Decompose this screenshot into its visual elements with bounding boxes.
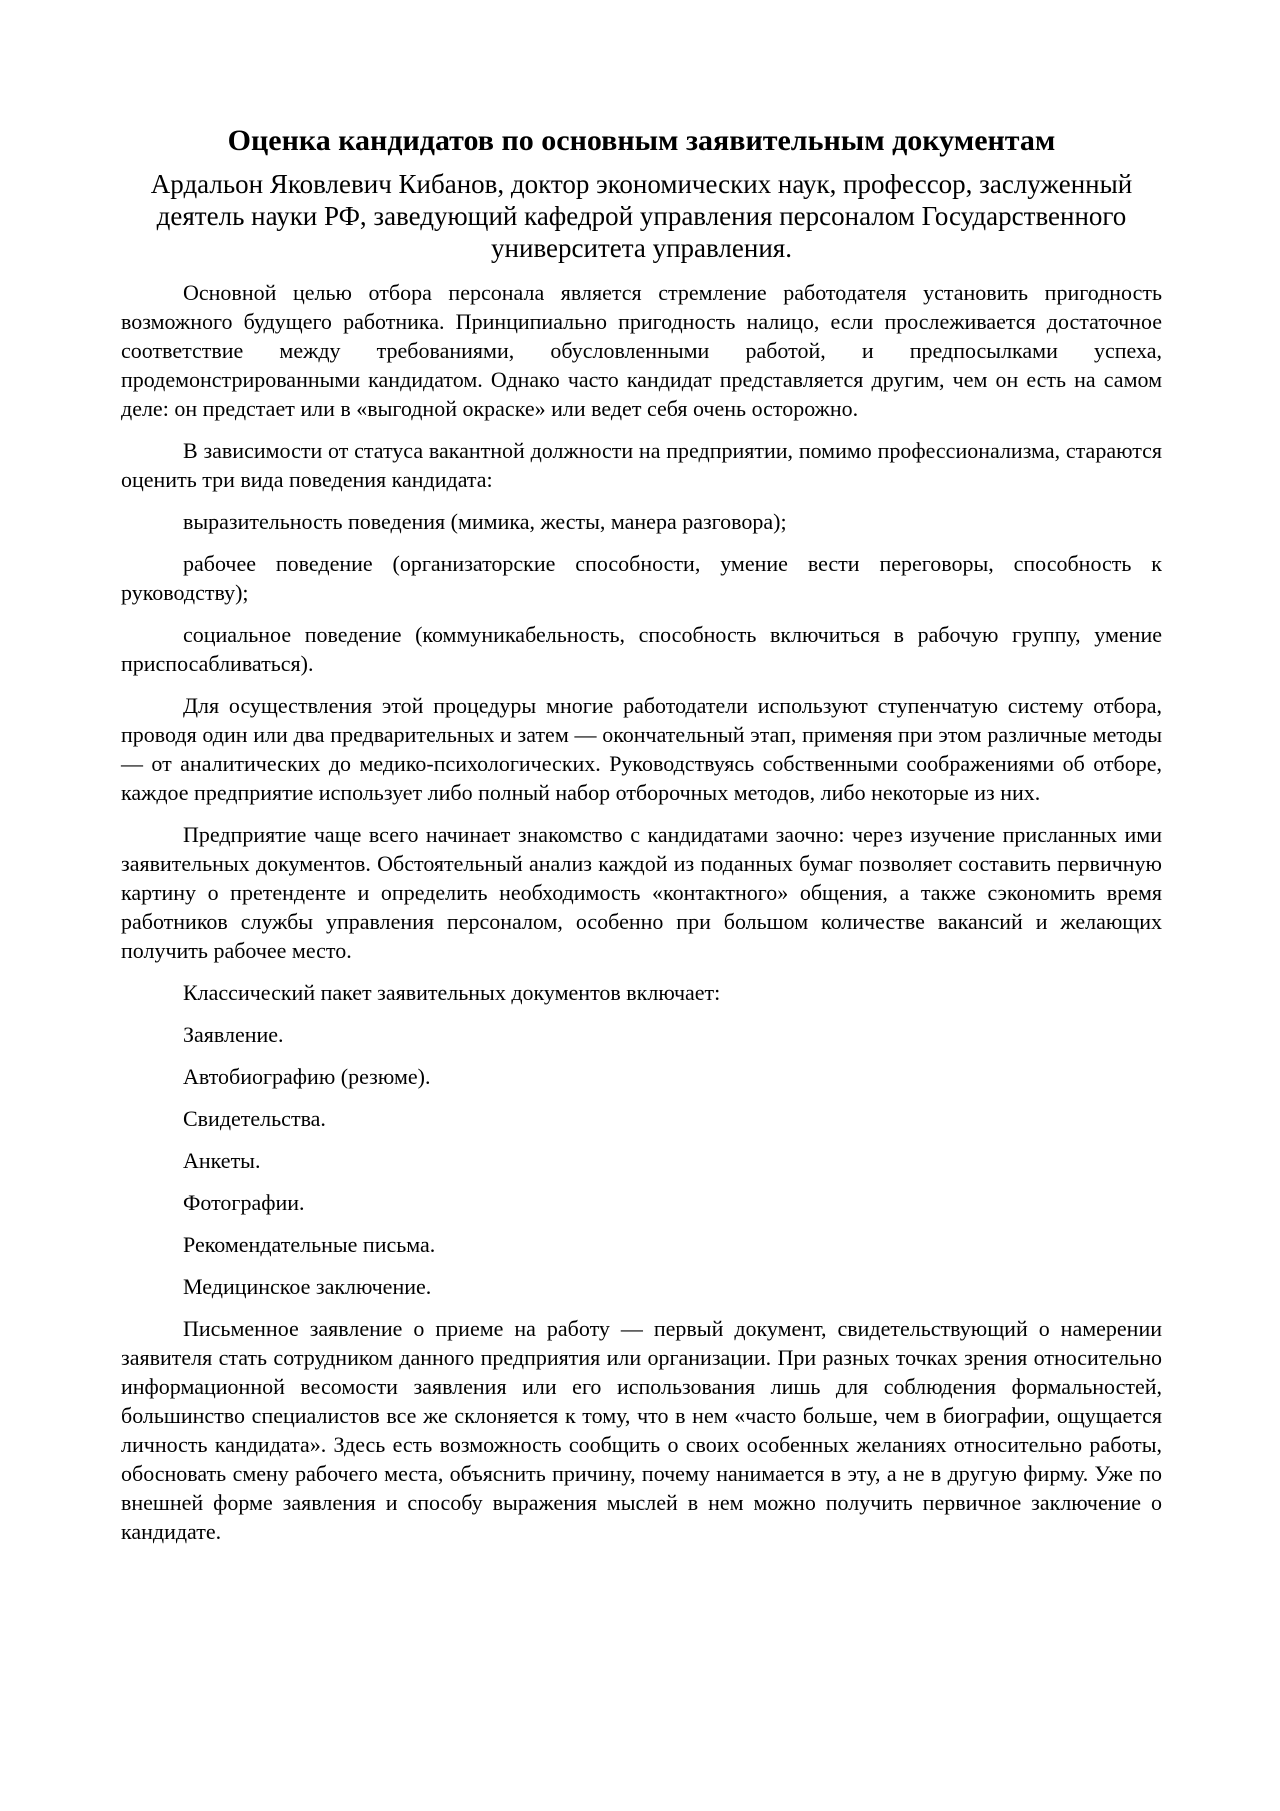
list-item: Автобиографию (резюме). bbox=[183, 1064, 431, 1089]
list-item: Заявление. bbox=[183, 1022, 284, 1047]
list-item: Медицинское заключение. bbox=[183, 1274, 432, 1299]
paragraph: Классический пакет заявительных документов включает: bbox=[183, 980, 721, 1005]
list-item: Рекомендательные письма. bbox=[183, 1232, 436, 1257]
document-content bbox=[121, 122, 1162, 1559]
list-item: рабочее поведение (организаторские способности, умение вести переговоры, способность к руководству); bbox=[121, 551, 1162, 605]
paragraph: Для осуществления этой процедуры многие работодатели используют ступенчатую систему отбора, проводя один или два предварительных и затем — окончательный этап, применяя при этом различные методы — от аналитических до медико-психологических. Руководствуясь собственными соображениями об отборе, каждое предприятие использует либо полный набор отборочных методов, либо некоторые из них. bbox=[121, 693, 1162, 805]
list-item: социальное поведение (коммуникабельность, способность включиться в рабочую группу, умение приспосабливаться). bbox=[121, 622, 1162, 676]
list-item: Анкеты. bbox=[183, 1148, 261, 1173]
document-body bbox=[121, 278, 1162, 1546]
paragraph: В зависимости от статуса вакантной должности на предприятии, помимо профессионализма, стараются оценить три вида поведения кандидата: bbox=[121, 438, 1162, 492]
list-item: Свидетельства. bbox=[183, 1106, 326, 1131]
list-item: выразительность поведения (мимика, жесты, манера разговора); bbox=[183, 509, 787, 534]
document-title: Оценка кандидатов по основным заявительным документам bbox=[227, 124, 1056, 157]
paragraph: Предприятие чаще всего начинает знакомство с кандидатами заочно: через изучение присланных ими заявительных документов. Обстоятельный анализ каждой из поданных бумаг позволяет составить первичную картину о претенденте и определить необходимость «контактного» общения, а также сэкономить время работников службы управления персоналом, особенно при большом количестве вакансий и желающих получить рабочее место. bbox=[121, 822, 1162, 963]
list-item: Фотографии. bbox=[183, 1190, 305, 1215]
author-info: Ардальон Яковлевич Кибанов, доктор экономических наук, профессор, заслуженный деятель науки РФ, заведующий кафедрой управления персоналом Государственного университета управления. bbox=[150, 169, 1133, 263]
paragraph: Письменное заявление о приеме на работу — первый документ, свидетельствующий о намерении заявителя стать сотрудником данного предприятия или организации. При разных точках зрения относительно информационной весомости заявления или его использования лишь для соблюдения формальностей, большинство специалистов все же склоняется к тому, что в нем «часто больше, чем в биографии, ощущается личность кандидата». Здесь есть возможность сообщить о своих особенных желаниях относительно работы, обосновать смену рабочего места, объяснить причину, почему нанимается в эту, а не в другую фирму. Уже по внешней форме заявления и способу выражения мыслей в нем можно получить первичное заключение о кандидате. bbox=[121, 1316, 1162, 1544]
paragraph: Основной целью отбора персонала является стремление работодателя установить пригодность возможного будущего работника. Принципиально пригодность налицо, если прослеживается достаточное соответствие между требованиями, обусловленными работой, и предпосылками успеха, продемонстрированными кандидатом. Однако часто кандидат представляется другим, чем он есть на самом деле: он предстает или в «выгодной окраске» или ведет себя очень осторожно. bbox=[121, 280, 1162, 421]
